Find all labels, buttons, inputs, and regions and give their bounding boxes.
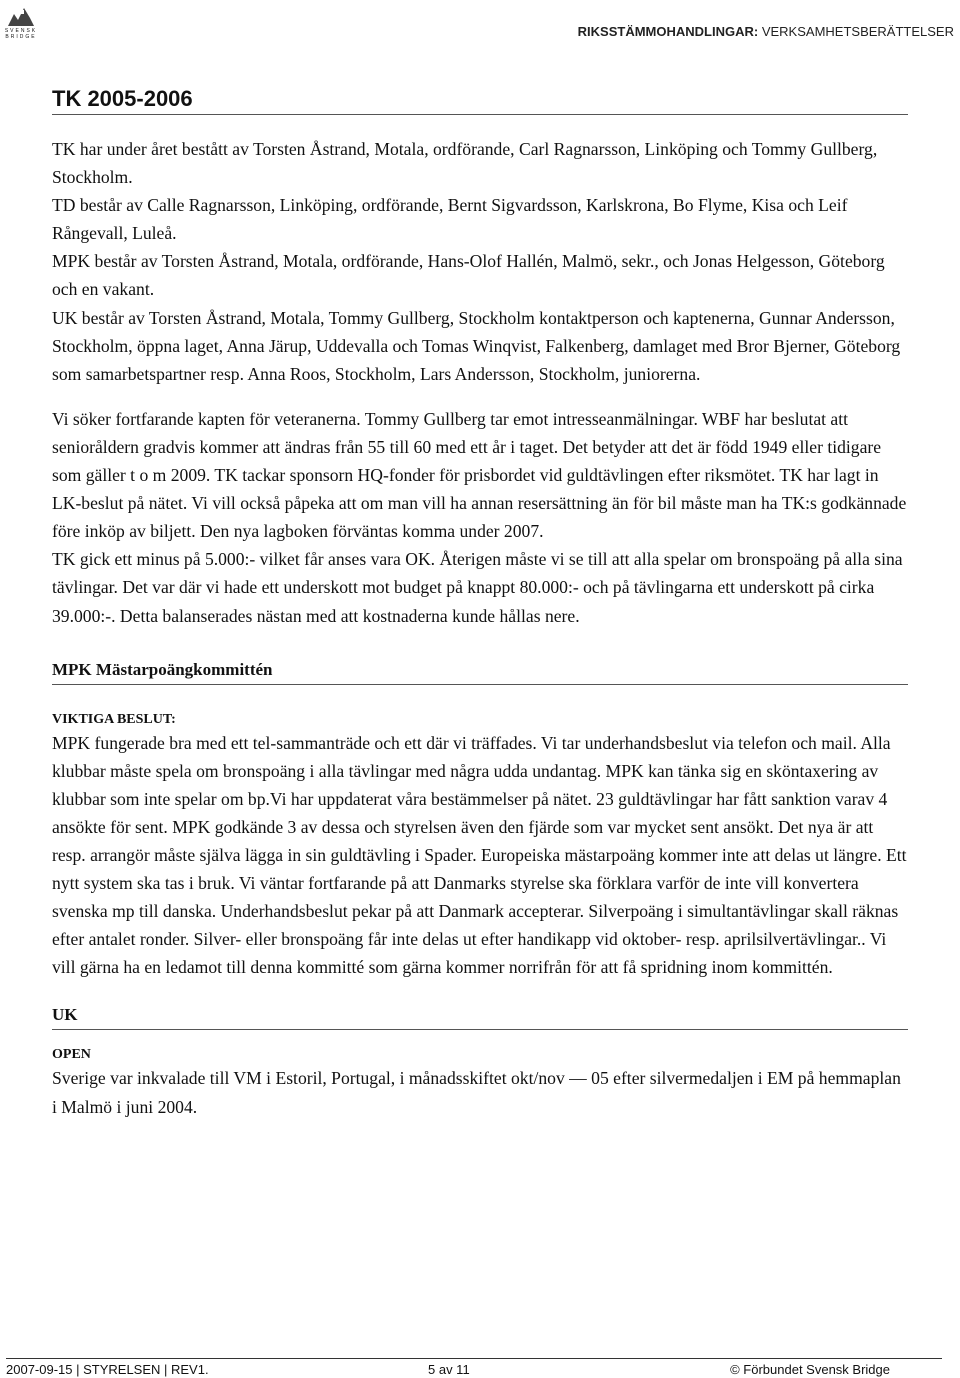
- header-title-bold: RIKSSTÄMMOHANDLINGAR:: [577, 24, 759, 39]
- logo-text-bridge: BRIDGE: [5, 34, 37, 40]
- paragraph-tk-news: Vi söker fortfarande kapten för veteranerna. Tommy Gullberg tar emot intresseanmälningar. WBF har beslutat att senioråldern gradvis kommer att ändras från 55 till 60 med ett år i taget. Det betyder att det är född 1949 eller tidigare som gäller t o m 2009. TK tackar sponsorn HQ-fonder för prisbordet vid guldtävlingen efter riksmötet. TK har lagt in LK-beslut på nätet. Vi vill också påpeka att om man vill ha annan resersättning än för bil måste man ha TK:s godkännade före inköp av biljett. Den nya lagboken förväntas komma under 2007.: [52, 408, 907, 542]
- page-header-title: [578, 24, 954, 39]
- footer-divider: [6, 1358, 942, 1359]
- paragraph-tk-members: TK har under året bestått av Torsten Åstrand, Motala, ordförande, Carl Ragnarsson, Linköping och Tommy Gullberg, Stockholm.: [52, 139, 878, 188]
- logo-text-svensk: SVENSK: [4, 28, 38, 34]
- subheading-viktiga-beslut: VIKTIGA BESLUT:: [52, 711, 176, 727]
- paragraph-uk-open: Sverige var inkvalade till VM i Estoril, Portugal, i månadsskiftet okt/nov — 05 efter silvermedaljen i EM på hemmaplan i Malmö i juni 2004.: [52, 1068, 901, 1117]
- bridge-logo-icon: [4, 4, 38, 28]
- paragraph-mpk-decisions: MPK fungerade bra med ett tel-sammanträde och ett där vi träffades. Vi tar underhandsbeslut via telefon och mail. Alla klubbar måste spela om bronspoäng i alla tävlingar med några udda undantag. MPK kan tänka sig en sköntaxering av klubbar som inte spelar om bp.Vi har uppdaterat våra bestämmelser på nätet. 23 guldtävlingar har fått sanktion varav 4 ansökte för sent. MPK godkände 3 av dessa och styrelsen även den fjärde som var mycket sent ansökt. Det nya är att resp. arrangör måste själva lägga in sin guldtävling i Spader. Europeiska mästarpoäng kommer inte att delas ut längre. Ett nytt system ska tas i bruk. Vi väntar fortfarande på att Danmarks styrelse ska förklara varför de inte vill konvertera svenska mp till danska. Underhandsbeslut pekar på att Danmark accepterar. Silverpoäng i simultantävlingar skall räknas efter antalet ronder. Silver- eller bronspoäng får inte delas ut efter handikapp vid oktober- resp. aprilsilvertävlingar.. Vi vill gärna ha en ledamot till denna kommitté som gärna kommer norrifrån för att få spridning inom kommittén.: [52, 732, 907, 978]
- footer-left: 2007-09-15 | STYRELSEN | REV1.: [6, 1362, 209, 1377]
- paragraph-mpk-members: MPK består av Torsten Åstrand, Motala, ordförande, Hans-Olof Hallén, Malmö, sekr., och Jonas Helgesson, Göteborg och en vakant.: [52, 251, 885, 300]
- section-heading-uk: UK: [52, 1005, 908, 1030]
- header-title-rest: VERKSAMHETSBERÄTTELSER: [758, 24, 954, 39]
- paragraph-td-members: TD består av Calle Ragnarsson, Linköping, ordförande, Bernt Sigvardsson, Karlskrona, Bo Flyme, Kisa och Leif Rångevall, Luleå.: [52, 195, 848, 244]
- subheading-open: OPEN: [52, 1047, 91, 1063]
- document-body: [52, 86, 908, 1121]
- paragraph-uk-members: UK består av Torsten Åstrand, Motala, Tommy Gullberg, Stockholm kontaktperson och kaptenerna, Gunnar Andersson, Stockholm, öppna laget, Anna Järup, Uddevalla och Tomas Winqvist, Falkenberg, damlaget med Bror Bjerner, Göteborg som samarbetspartner resp. Anna Roos, Stockholm, Lars Andersson, Stockholm, juniorerna.: [52, 307, 901, 384]
- footer-copyright: © Förbundet Svensk Bridge: [730, 1362, 890, 1377]
- section-heading-tk: TK 2005-2006: [52, 86, 908, 115]
- footer-page-number: 5 av 11: [428, 1362, 470, 1377]
- section-heading-mpk: MPK Mästarpoängkommittén: [52, 660, 908, 685]
- svensk-bridge-logo: [4, 4, 38, 40]
- paragraph-tk-finance: TK gick ett minus på 5.000:- vilket får anses vara OK. Återigen måste vi se till att alla spelar om bronspoäng på alla sina tävlingar. Det var där vi hade ett underskott mot budget på knappt 80.000:- och på tävlingarna ett underskott på cirka 39.000:-. Detta balanserades nästan med att kostnaderna kunde hållas nere.: [52, 549, 903, 626]
